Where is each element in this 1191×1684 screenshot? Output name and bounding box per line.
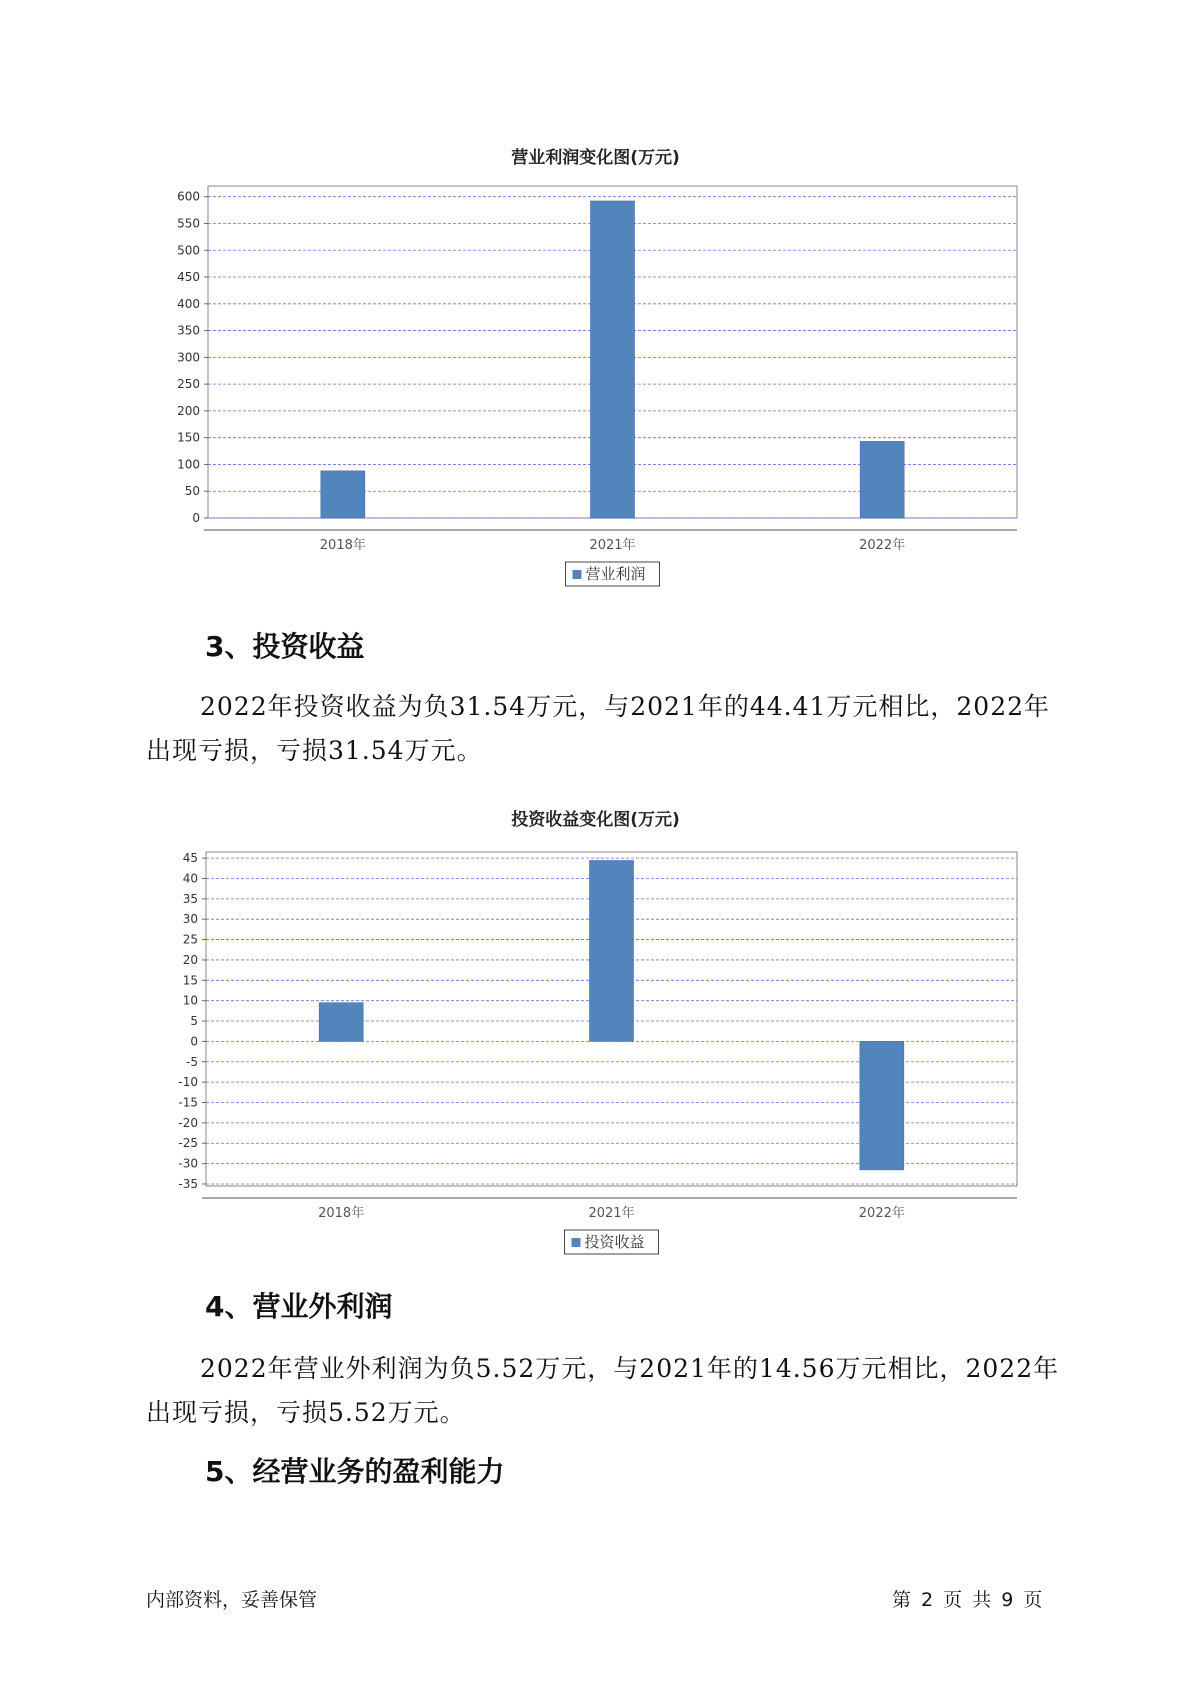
y-tick-label: -15 [178,1095,198,1110]
x-tick-label: 2022年 [858,1206,905,1221]
y-tick-label: -20 [178,1115,198,1130]
y-tick-label: 200 [177,403,200,418]
bar-2018年 [321,471,365,518]
y-tick-label: 20 [182,952,198,967]
y-tick-label: 500 [177,243,200,258]
y-tick-label: 450 [177,270,200,285]
legend-label: 营业利润 [585,565,646,583]
legend-swatch [573,570,582,579]
bar-2018年 [319,1003,363,1042]
chart-title-investment-income: 投资收益变化图(万元) [511,810,680,830]
investment-income-chart [0,840,1191,1260]
y-tick-label: 45 [182,851,198,866]
y-tick-label: 550 [177,216,200,231]
y-tick-label: -35 [178,1176,198,1191]
footer-page-number: 第 2 页 共 9 页 [892,1589,1045,1611]
y-tick-label: 400 [177,296,200,311]
x-tick-label: 2022年 [859,538,906,553]
section-heading-business-profitability: 5、经营业务的盈利能力 [205,1455,505,1488]
paragraph-investment-income: 2022年投资收益为负31.54万元，与2021年的44.41万元相比，2022年出现亏损，亏损31.54万元。 [146,692,1051,765]
y-tick-label: -5 [186,1054,198,1069]
legend-swatch [572,1238,581,1247]
y-tick-label: 35 [182,891,198,906]
x-tick-label: 2021年 [588,1206,635,1221]
bar-2022年 [860,1041,904,1169]
paragraph-non-operating-profit: 2022年营业外利润为负5.52万元，与2021年的14.56万元相比，2022年出现亏损，亏损5.52万元。 [146,1354,1060,1427]
operating-profit-chart [0,180,1191,600]
x-tick-label: 2018年 [318,1206,365,1221]
y-tick-label: 300 [177,350,200,365]
y-tick-label: 0 [190,1034,198,1049]
y-tick-label: 40 [182,871,198,886]
y-tick-label: -30 [178,1156,198,1171]
legend-label: 投资收益 [584,1233,645,1251]
y-tick-label: 10 [182,993,198,1008]
y-tick-label: 25 [182,932,198,947]
y-tick-label: 0 [192,511,200,525]
x-tick-label: 2021年 [589,538,636,553]
y-tick-label: 600 [177,189,200,204]
y-tick-label: 350 [177,323,200,338]
y-tick-label: 50 [184,484,200,499]
x-tick-label: 2018年 [319,538,366,553]
bar-2021年 [590,861,634,1042]
y-tick-label: -10 [178,1075,198,1090]
bar-2021年 [591,201,635,518]
bar-2022年 [860,441,904,518]
y-tick-label: 15 [182,973,198,988]
y-tick-label: 5 [190,1014,198,1029]
y-tick-label: -25 [178,1136,198,1151]
y-tick-label: 100 [177,457,200,472]
section-heading-non-operating-profit: 4、营业外利润 [205,1290,393,1323]
chart-title-operating-profit: 营业利润变化图(万元) [511,148,680,168]
footer-confidential-note: 内部资料，妥善保管 [146,1589,318,1611]
y-tick-label: 150 [177,430,200,445]
y-tick-label: 30 [182,912,198,927]
section-heading-investment-income: 3、投资收益 [205,630,365,663]
y-tick-label: 250 [177,377,200,392]
